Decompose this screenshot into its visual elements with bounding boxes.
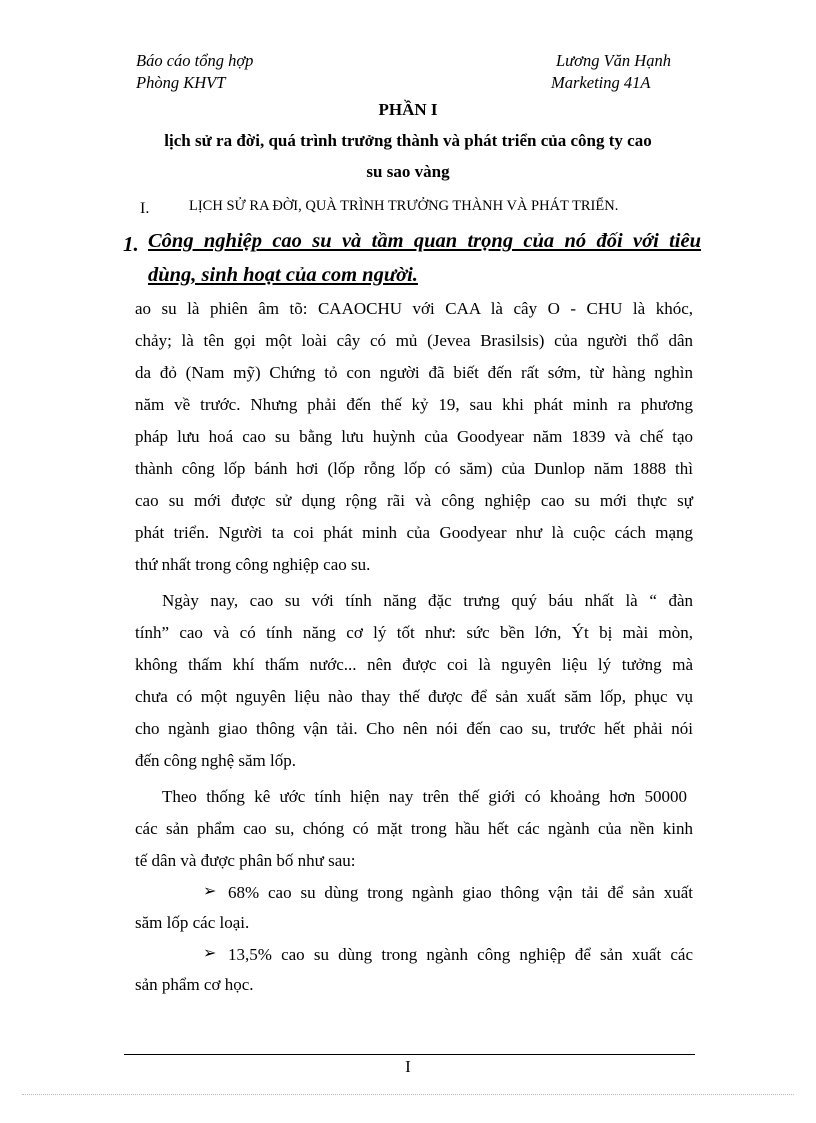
bullet-text-line1: 68% cao su dùng trong ngành giao thông vận tải để sản xuất <box>228 883 693 902</box>
text-line: da đỏ (Nam mỹ) Chứng tỏ con người đã biết đến rất sớm, từ hàng nghìn <box>135 363 693 382</box>
text-line: thành công lốp bánh hơi (lốp rỗng lốp có săm) của Dunlop năm 1888 thì <box>135 459 693 478</box>
header-class: Marketing 41A <box>551 73 651 92</box>
text-line: phát triển. Người ta coi phát minh của Goodyear như là cuộc cách mạng <box>135 523 693 542</box>
text-line: cho ngành giao thông vận tải. Cho nên nói đến cao su, trước hết phải nói <box>135 719 693 738</box>
page-bottom-edge <box>22 1094 794 1095</box>
chapter-title-line2: su sao vàng <box>366 162 450 181</box>
subsection-title-line2: dùng, sinh hoạt của com người. <box>148 264 418 286</box>
text-line: ao su là phiên âm tõ: CAAOCHU với CAA là cây O - CHU là khóc, <box>135 299 693 318</box>
footer-divider <box>124 1054 695 1055</box>
text-line: đến công nghệ săm lốp. <box>135 751 296 770</box>
section-title: LỊCH SỬ RA ĐỜI, QUÀ TRÌNH TRƯỞNG THÀNH VÀ PHÁT TRIỂN. <box>189 198 619 214</box>
section-number: I. <box>140 200 150 217</box>
text-line: tính” cao và có tính năng cơ lý tốt như: sức bền lớn, Ýt bị mài mòn, <box>135 623 693 642</box>
arrow-bullet-icon: ➢ <box>203 883 217 900</box>
text-line: Ngày nay, cao su với tính năng đặc trưng quý báu nhất là “ đàn <box>162 591 693 610</box>
bullet-text-line1: 13,5% cao su dùng trong ngành công nghiệp để sản xuất các <box>228 945 693 964</box>
text-line: thứ nhất trong công nghiệp cao su. <box>135 555 371 574</box>
bullet-text-line2: sản phẩm cơ học. <box>135 975 254 994</box>
part-title: PHẦN I <box>378 100 438 119</box>
header-author: Lương Văn Hạnh <box>556 51 671 70</box>
text-line: pháp lưu hoá cao su bằng lưu huỳnh của Goodyear năm 1839 và chế tạo <box>135 427 693 446</box>
subsection-number: 1. <box>123 232 139 256</box>
text-line: Theo thống kê ước tính hiện nay trên thế giới có khoảng hơn 50000 <box>162 787 687 806</box>
header-department: Phòng KHVT <box>136 73 226 92</box>
chapter-title-line1: lịch sử ra đời, quá trình trưởng thành và phát triển của công ty cao <box>164 131 652 150</box>
text-line: chảy; là tên gọi một loài cây có mủ (Jevea Brasilsis) của người thổ dân <box>135 331 693 350</box>
text-line: các sản phẩm cao su, chóng có mặt trong hầu hết các ngành của nền kinh <box>135 819 693 838</box>
text-line: cao su mới được sử dụng rộng rãi và công nghiệp cao su mới thực sự <box>135 491 693 510</box>
text-line: không thấm khí thấm nước... nên được coi là nguyên liệu lý tưởng mà <box>135 655 693 674</box>
bullet-text-line2: săm lốp các loại. <box>135 913 250 932</box>
page-number: I <box>405 1057 411 1076</box>
text-line: tế dân và được phân bố như sau: <box>135 851 356 870</box>
text-line: chưa có một nguyên liệu nào thay thế được để sản xuất săm lốp, phục vụ <box>135 687 693 706</box>
text-line: năm về trước. Nhưng phải đến thế kỷ 19, sau khi phát minh ra phương <box>135 395 693 414</box>
header-report-title: Báo cáo tổng hợp <box>136 51 254 70</box>
arrow-bullet-icon: ➢ <box>203 945 217 962</box>
subsection-title-line1: Công nghiệp cao su và tầm quan trọng của nó đối với tiêu <box>148 230 701 252</box>
